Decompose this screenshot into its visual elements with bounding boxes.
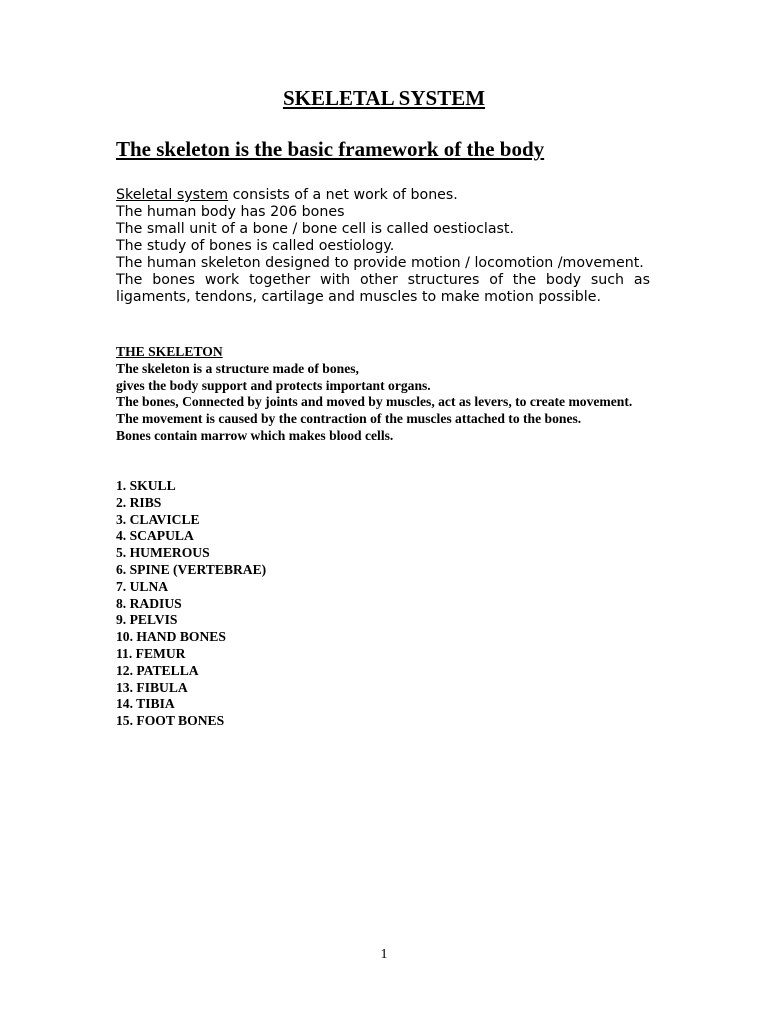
list-item: 4. SCAPULA bbox=[116, 528, 194, 544]
list-item: 12. PATELLA bbox=[116, 662, 199, 678]
list-item: 9. PELVIS bbox=[116, 612, 178, 628]
list-item: 14. TIBIA bbox=[116, 696, 175, 712]
list-item: 2. RIBS bbox=[116, 494, 162, 510]
intro-line: The bones work together with other structures of the body such as ligaments, tendons, cartilage and muscles to make motion possible. bbox=[116, 272, 650, 305]
list-item: 8. RADIUS bbox=[116, 595, 182, 611]
skeleton-section bbox=[116, 344, 651, 445]
intro-section bbox=[116, 187, 650, 306]
page-number: 1 bbox=[380, 947, 388, 962]
section-line: The movement is caused by the contraction of the muscles attached to the bones. bbox=[116, 411, 582, 427]
intro-line-rest: consists of a net work of bones. bbox=[228, 187, 458, 203]
intro-line: The study of bones is called oestiology. bbox=[116, 238, 395, 254]
intro-line: The human skeleton designed to provide motion / locomotion /movement. bbox=[116, 255, 644, 271]
list-item: 10. HAND BONES bbox=[116, 629, 226, 645]
bones-list bbox=[116, 478, 266, 730]
list-item: 7. ULNA bbox=[116, 578, 169, 594]
section-line: The bones, Connected by joints and moved by muscles, act as levers, to create movement. bbox=[116, 394, 633, 410]
intro-line: The small unit of a bone / bone cell is called oestioclast. bbox=[116, 221, 514, 237]
list-item: 13. FIBULA bbox=[116, 679, 188, 695]
list-item: 5. HUMEROUS bbox=[116, 545, 210, 561]
list-item: 15. FOOT BONES bbox=[116, 713, 225, 729]
list-item: 11. FEMUR bbox=[116, 645, 186, 661]
section-line: The skeleton is a structure made of bones, bbox=[116, 360, 359, 376]
section-line: Bones contain marrow which makes blood cells. bbox=[116, 427, 394, 443]
section-line: gives the body support and protects important organs. bbox=[116, 377, 431, 393]
list-item: 3. CLAVICLE bbox=[116, 511, 200, 527]
intro-line: The human body has 206 bones bbox=[116, 204, 345, 220]
section-heading: THE SKELETON bbox=[116, 344, 223, 359]
page-title: SKELETAL SYSTEM bbox=[282, 86, 486, 110]
skeletal-system-term: Skeletal system bbox=[116, 187, 229, 203]
intro-line bbox=[116, 187, 650, 204]
list-item: 1. SKULL bbox=[116, 478, 176, 493]
page-subtitle: The skeleton is the basic framework of the body bbox=[116, 137, 545, 161]
list-item: 6. SPINE (VERTEBRAE) bbox=[116, 561, 267, 577]
